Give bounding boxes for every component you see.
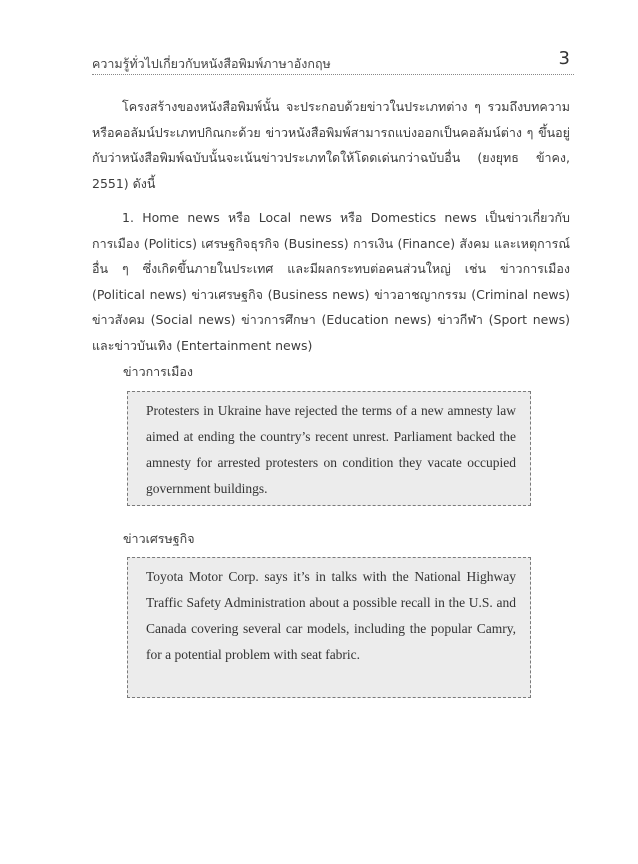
political-news-example-box: [127, 391, 531, 506]
business-news-example-text: Toyota Motor Corp. says it’s in talks with the National Highway Traffic Safety Administration about a possible recall in the U.S. and Canada covering several car models, including the popular Camry, for a potential problem with seat fabric.: [146, 569, 516, 662]
page-header: [92, 48, 574, 75]
political-news-label: ข่าวการเมือง: [123, 364, 194, 379]
running-title: ความรู้ทั่วไปเกี่ยวกับหนังสือพิมพ์ภาษาอังกฤษ: [92, 56, 331, 71]
page-number: 3: [558, 48, 570, 69]
business-news-example-box: [127, 557, 531, 698]
business-news-label: ข่าวเศรษฐกิจ: [123, 531, 195, 546]
home-news-paragraph: 1. Home news หรือ Local news หรือ Domestics news เป็นข่าวเกี่ยวกับการเมือง (Politics) เศรษฐกิจธุรกิจ (Business) การเงิน (Finance) สังคม และเหตุการณ์อื่น ๆ ซึ่งเกิดขึ้นภายในประเทศ และมีผลกระทบต่อคนส่วนใหญ่ เช่น ข่าวการเมือง (Political news) ข่าวเศรษฐกิจ (Business news) ข่าวอาชญากรรม (Criminal news) ข่าวสังคม (Social news) ข่าวการศึกษา (Education news) ข่าวกีฬา (Sport news) และข่าวบันเทิง (Entertainment news): [92, 210, 570, 353]
political-news-example-text: Protesters in Ukraine have rejected the terms of a new amnesty law aimed at ending the country’s recent unrest. Parliament backed the amnesty for arrested protesters on condition they vacate occupied government buildings.: [146, 403, 516, 496]
intro-paragraph: โครงสร้างของหนังสือพิมพ์นั้น จะประกอบด้วยข่าวในประเภทต่าง ๆ รวมถึงบทความหรือคอลัมน์ประเภทปกิณกะด้วย ข่าวหนังสือพิมพ์สามารถแบ่งออกเป็นคอลัมน์ต่าง ๆ ขึ้นอยู่กับว่าหนังสือพิมพ์ฉบับนั้นจะเน้นข่าวประเภทใดให้โดดเด่นกว่าฉบับอื่น (ยงยุทธ ข้าคง, 2551) ดังนี้: [92, 99, 570, 191]
